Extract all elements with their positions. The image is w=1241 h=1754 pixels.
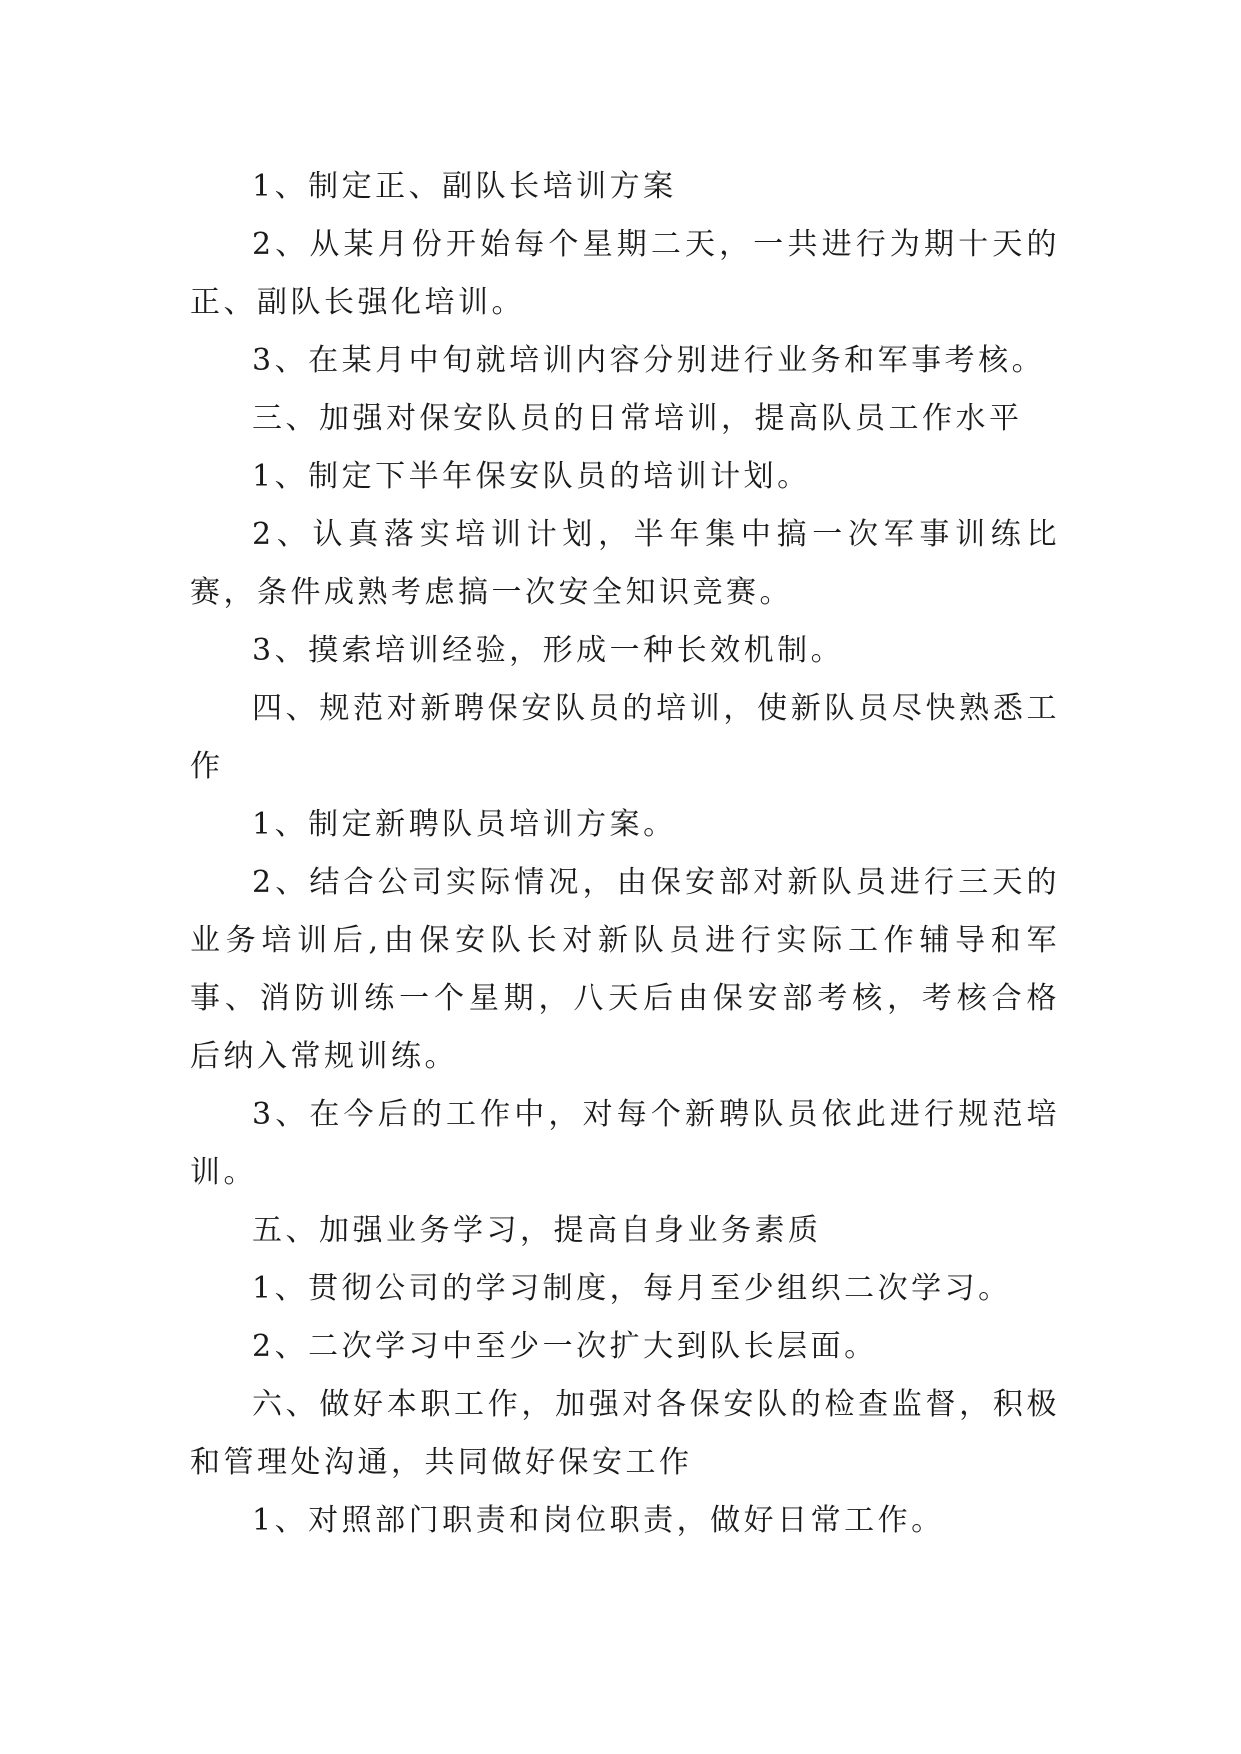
paragraph: 2、认真落实培训计划，半年集中搞一次军事训练比赛，条件成熟考虑搞一次安全知识竞赛。 [190, 517, 1060, 610]
paragraph: 3、在某月中旬就培训内容分别进行业务和军事考核。 [252, 343, 1046, 378]
section-heading: 六、做好本职工作，加强对各保安队的检查监督，积极和管理处沟通，共同做好保安工作 [190, 1387, 1060, 1480]
paragraph: 2、结合公司实际情况，由保安部对新队员进行三天的业务培训后,由保安队长对新队员进行实际工作辅导和军事、消防训练一个星期，八天后由保安部考核，考核合格后纳入常规训练。 [190, 865, 1060, 1074]
paragraph: 3、在今后的工作中，对每个新聘队员依此进行规范培训。 [190, 1097, 1060, 1190]
paragraph: 3、摸索培训经验，形成一种长效机制。 [252, 633, 845, 668]
paragraph: 2、二次学习中至少一次扩大到队长层面。 [252, 1329, 878, 1364]
paragraph: 2、从某月份开始每个星期二天，一共进行为期十天的正、副队长强化培训。 [190, 227, 1060, 320]
section-heading: 三、加强对保安队员的日常培训，提高队员工作水平 [252, 401, 1023, 436]
document-body [190, 158, 1060, 1550]
section-heading: 四、规范对新聘保安队员的培训，使新队员尽快熟悉工作 [190, 691, 1060, 784]
section-heading: 五、加强业务学习，提高自身业务素质 [252, 1213, 822, 1248]
paragraph: 1、贯彻公司的学习制度，每月至少组织二次学习。 [252, 1271, 1012, 1306]
paragraph: 1、制定下半年保安队员的培训计划。 [252, 459, 811, 494]
paragraph: 1、制定正、副队长培训方案 [252, 169, 677, 204]
paragraph: 1、对照部门职责和岗位职责，做好日常工作。 [252, 1503, 945, 1538]
paragraph: 1、制定新聘队员培训方案。 [252, 807, 677, 842]
